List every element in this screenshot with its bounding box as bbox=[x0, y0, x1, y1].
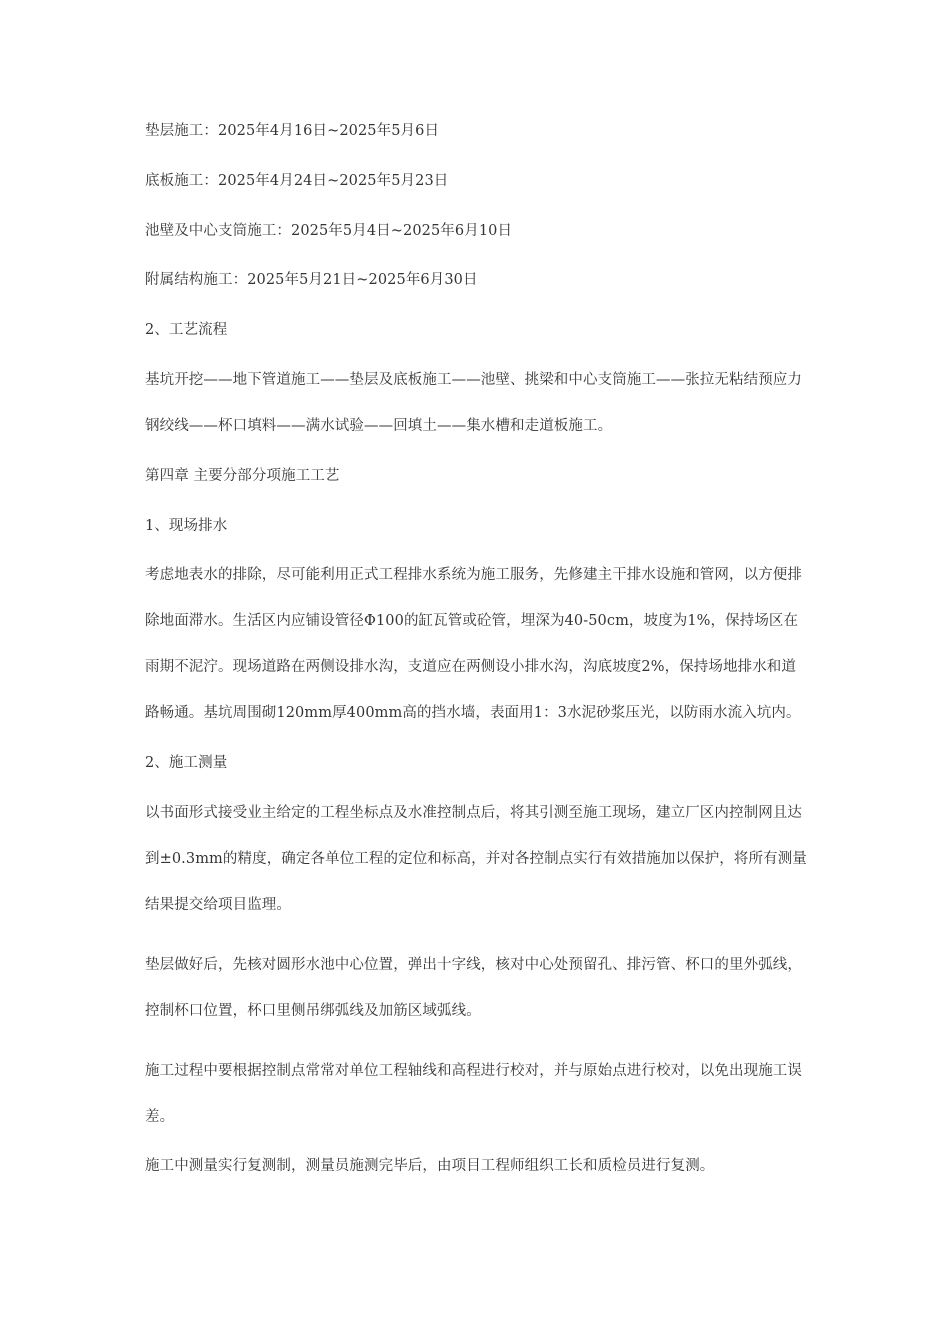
survey-paragraph-3: 施工过程中要根据控制点常常对单位工程轴线和高程进行校对，并与原始点进行校对，以免出现施工误差。 bbox=[145, 1062, 802, 1125]
site-drainage-paragraph: 考虑地表水的排除，尽可能利用正式工程排水系统为施工服务，先修建主干排水设施和管网，以方便排除地面滞水。生活区内应铺设管径Φ100的缸瓦管或砼管，埋深为40-50cm，坡度为1%，保持场区在雨期不泥泞。现场道路在两侧设排水沟，支道应在两侧设小排水沟，沟底坡度2%，保持场地排水和道路畅通。基坑周围砌120mm厚400mm高的挡水墙，表面用1：3水泥砂浆压光，以防雨水流入坑内。 bbox=[145, 567, 802, 722]
document-body bbox=[145, 118, 810, 1203]
survey-paragraph-4: 施工中测量实行复测制，测量员施测完毕后，由项目工程师组织工长和质检员进行复测。 bbox=[145, 1158, 715, 1175]
survey-paragraph-2: 垫层做好后，先核对圆形水池中心位置，弹出十字线，核对中心处预留孔、排污管、杯口的里外弧线，控制杯口位置，杯口里侧吊绑弧线及加筋区域弧线。 bbox=[145, 956, 802, 1019]
process-flow-paragraph: 基坑开挖——地下管道施工——垫层及底板施工——池壁、挑梁和中心支筒施工——张拉无粘结预应力钢绞线——杯口填料——满水试验——回填土——集水槽和走道板施工。 bbox=[145, 371, 802, 434]
section-heading-site-drainage: 1、现场排水 bbox=[145, 517, 228, 534]
section-heading-survey: 2、施工测量 bbox=[145, 755, 228, 772]
schedule-pool-wall: 池壁及中心支筒施工：2025年5月4日~2025年6月10日 bbox=[145, 222, 513, 239]
schedule-cushion-layer: 垫层施工：2025年4月16日~2025年5月6日 bbox=[145, 123, 440, 139]
section-heading-process-flow: 2、工艺流程 bbox=[145, 322, 228, 339]
chapter-heading: 第四章 主要分部分项施工工艺 bbox=[145, 467, 340, 484]
schedule-base-slab: 底板施工：2025年4月24日~2025年5月23日 bbox=[145, 172, 449, 189]
survey-paragraph-1: 以书面形式接受业主给定的工程坐标点及水准控制点后，将其引测至施工现场，建立厂区内控制网且达到±0.3mm的精度，确定各单位工程的定位和标高，并对各控制点实行有效措施加以保护，将所有测量结果提交给项目监理。 bbox=[145, 804, 807, 913]
schedule-auxiliary-structure: 附属结构施工：2025年5月21日~2025年6月30日 bbox=[145, 272, 478, 289]
